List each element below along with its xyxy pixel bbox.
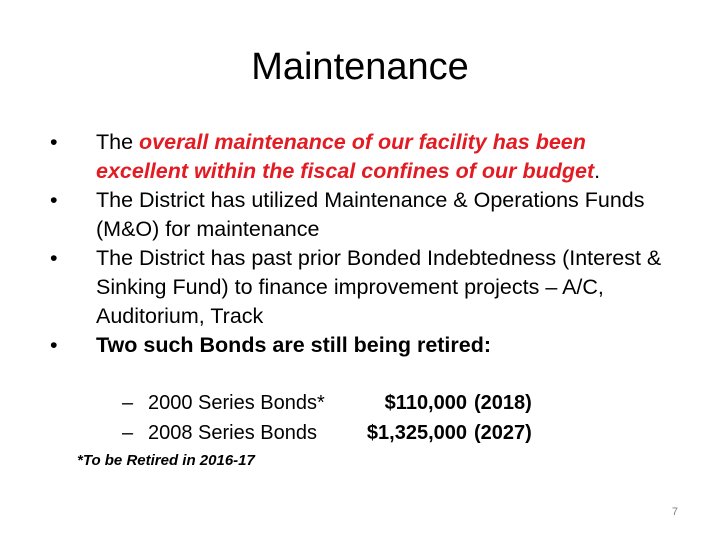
- bullet-text: The District has utilized Maintenance & Operations Funds (M&O) for maintenance: [96, 188, 645, 241]
- bullet-list: [50, 128, 670, 360]
- sub-bullet-marker: –: [122, 422, 134, 444]
- bullet-marker: •: [50, 188, 58, 212]
- bullet-marker: •: [50, 246, 58, 270]
- bond-amount: $1,325,000: [366, 422, 467, 444]
- bond-list: [122, 388, 642, 448]
- bullet-highlight-text: overall maintenance of our facility has been excellent within the fiscal confines of our budget: [96, 130, 595, 183]
- bond-row: [122, 418, 642, 448]
- bond-year: (2018): [474, 392, 532, 414]
- bullet-marker: •: [50, 130, 58, 154]
- sub-bullet-marker: –: [122, 392, 134, 414]
- bullet-item: [50, 244, 670, 331]
- bullet-item: [50, 331, 670, 360]
- bullet-text-suffix: .: [594, 159, 601, 183]
- slide-title: Maintenance: [251, 46, 469, 88]
- bond-name: 2008 Series Bonds: [148, 422, 318, 444]
- bond-name: 2000 Series Bonds*: [148, 392, 325, 414]
- bullet-text: Two such Bonds are still being retired:: [96, 333, 492, 357]
- footnote: *To be Retired in 2016-17: [77, 452, 255, 469]
- bullet-item: [50, 128, 670, 186]
- bullet-marker: •: [50, 333, 58, 357]
- bond-amount: $110,000: [384, 392, 467, 414]
- bullet-text-prefix: The: [96, 130, 140, 154]
- page-number: 7: [671, 506, 678, 518]
- bullet-text: The District has past prior Bonded Indebtedness (Interest & Sinking Fund) to finance improvement projects – A/C, Auditorium, Track: [96, 246, 662, 328]
- bullet-item: [50, 186, 670, 244]
- bond-year: (2027): [474, 422, 532, 444]
- bond-row: [122, 388, 642, 418]
